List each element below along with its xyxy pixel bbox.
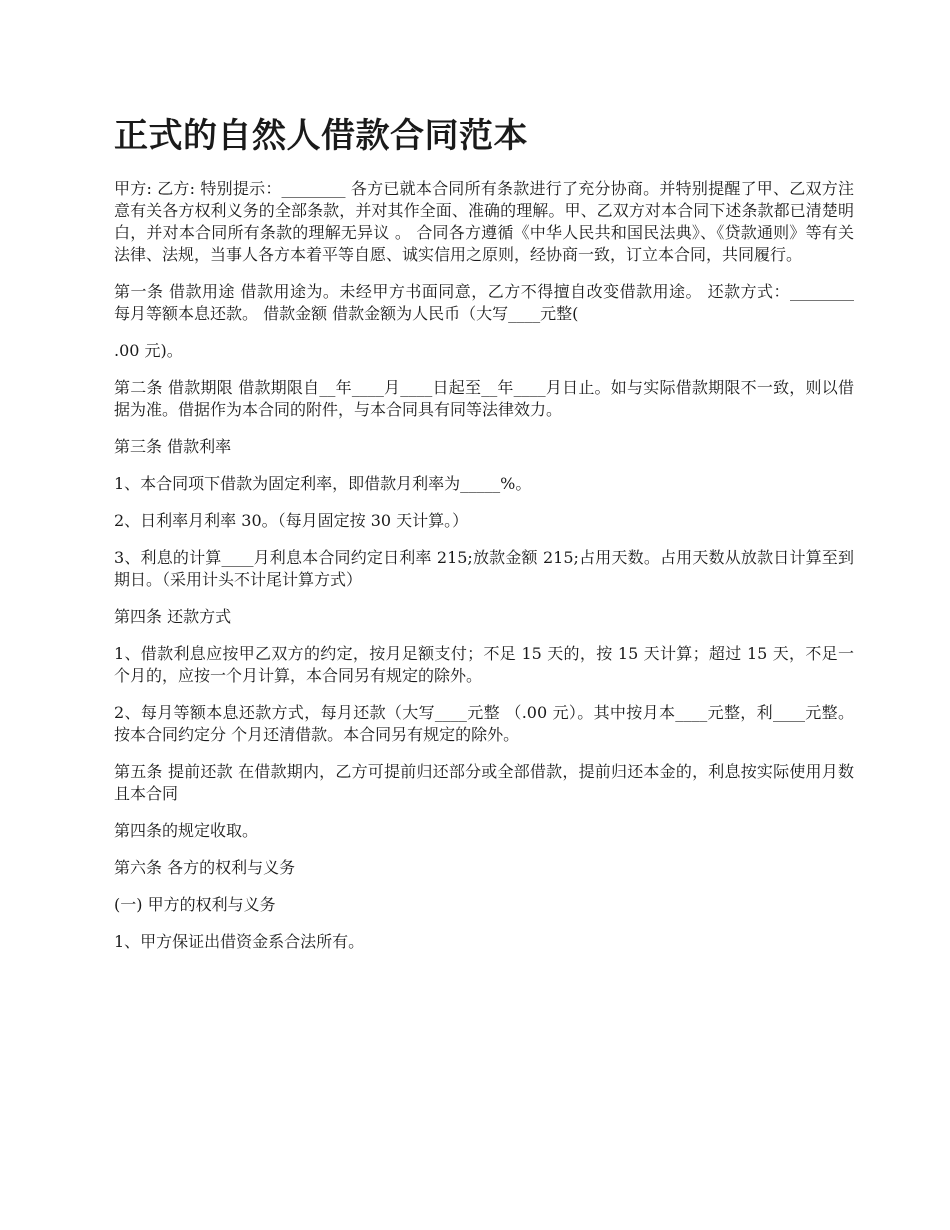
paragraph-preamble: 甲方: 乙方: 特别提示：________ 各方已就本合同所有条款进行了充分协商。并特别提醒了甲、乙双方注意有关各方权利义务的全部条款，并对其作全面、准确的理解。甲、乙双方对本合同下述条款都已清楚明白，并对本合同所有条款的理解无异议 。 合同各方遵循《中华人民共和国民法典》、《贷款通则》等有关法律、法规，当事人各方本着平等自愿、诚实信用之原则，经协商一致，订立本合同，共同履行。 xyxy=(114,179,854,264)
heading-article-6: 第六条 各方的权利与义务 xyxy=(114,858,296,877)
paragraph-amount-continuation: .00 元)。 xyxy=(114,341,183,360)
paragraph-article-5-continuation: 第四条的规定收取。 xyxy=(114,821,259,840)
paragraph-article-4-item-2: 2、每月等额本息还款方式，每月还款（大写____元整 （.00 元）。其中按月本____元整，利____元整。按本合同约定分 个月还清借款。本合同另有规定的除外。 xyxy=(114,703,854,744)
heading-article-6-section-1: (一) 甲方的权利与义务 xyxy=(114,895,276,914)
document-page xyxy=(114,112,854,968)
paragraph-article-6-item-1: 1、甲方保证出借资金系合法所有。 xyxy=(114,932,365,951)
paragraph-article-5: 第五条 提前还款 在借款期内，乙方可提前归还部分或全部借款，提前归还本金的，利息按实际使用月数且本合同 xyxy=(114,762,854,803)
paragraph-article-3-item-3: 3、利息的计算____月利息本合同约定日利率 215;放款金额 215;占用天数。占用天数从放款日计算至到期日。（采用计头不计尾计算方式） xyxy=(114,548,854,589)
paragraph-article-2: 第二条 借款期限 借款期限自__年____月____日起至__年____月日止。如与实际借款期限不一致，则以借据为准。借据作为本合同的附件，与本合同具有同等法律效力。 xyxy=(114,378,854,419)
paragraph-article-3-item-2: 2、日利率月利率 30。（每月固定按 30 天计算。） xyxy=(114,511,469,530)
heading-article-4: 第四条 还款方式 xyxy=(114,607,232,626)
document-title: 正式的自然人借款合同范本 xyxy=(114,116,528,156)
paragraph-article-3-item-1: 1、本合同项下借款为固定利率，即借款月利率为_____%。 xyxy=(114,474,532,493)
heading-article-3: 第三条 借款利率 xyxy=(114,437,232,456)
paragraph-article-4-item-1: 1、借款利息应按甲乙双方的约定，按月足额支付；不足 15 天的，按 15 天计算；超过 15 天，不足一个月的，应按一个月计算，本合同另有规定的除外。 xyxy=(114,644,854,685)
paragraph-article-1: 第一条 借款用途 借款用途为。未经甲方书面同意，乙方不得擅自改变借款用途。 还款方式：________ 每月等额本息还款。 借款金额 借款金额为人民币（大写____元整( xyxy=(114,282,854,323)
